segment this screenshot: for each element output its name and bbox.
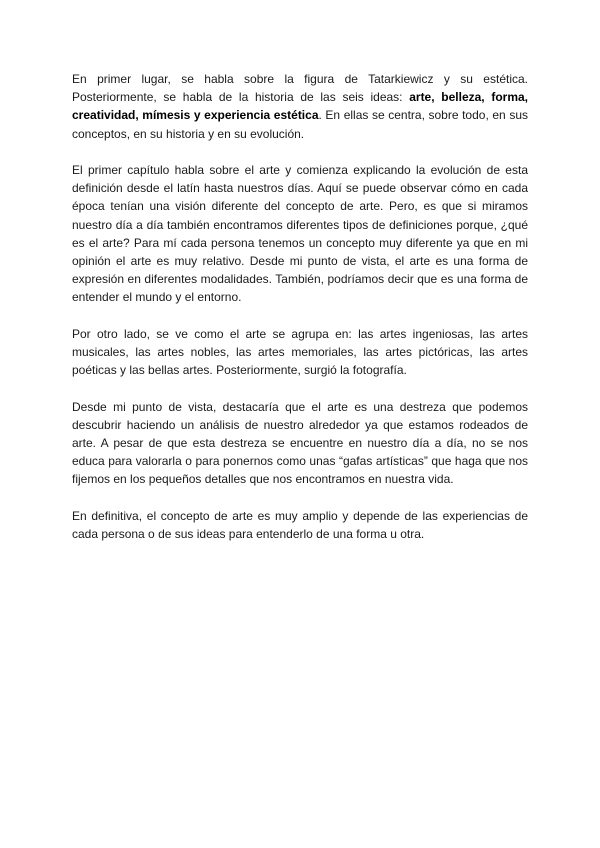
text-segment: Desde mi punto de vista, destacaría que el arte es una destreza que podemos descubrir haciendo un análisis de nuestro alrededor ya que estamos rodeados de arte. A pesar de que esta destreza se encuentre en nuestro día a día, no se nos educa para valorarla o para ponernos como unas “gafas artísticas” que haga que nos fijemos en los pequeños detalles que nos encontramos en nuestra vida. <box>72 399 528 487</box>
text-segment: . En ellas se centra, sobre todo, en sus conceptos, en su historia y en su evolución. <box>72 108 528 141</box>
paragraph-3 <box>72 325 528 380</box>
paragraph-4 <box>72 398 528 489</box>
paragraph-2 <box>72 161 528 307</box>
paragraph-5 <box>72 507 528 543</box>
document-body <box>72 70 528 561</box>
text-segment: En primer lugar, se habla sobre la figura de Tatarkiewicz y su estética. Posteriormente, se habla de la historia de las seis ideas: <box>72 72 528 105</box>
text-segment: En definitiva, el concepto de arte es muy amplio y depende de las experiencias de cada persona o de sus ideas para entenderlo de una forma u otra. <box>72 508 528 542</box>
bold-text-segment: arte, belleza, forma, creatividad, mímesis y experiencia estética <box>72 90 529 123</box>
paragraph-1 <box>72 70 528 143</box>
text-segment: Por otro lado, se ve como el arte se agrupa en: las artes ingeniosas, las artes musicales, las artes nobles, las artes memoriales, las artes pictóricas, las artes poéticas y las bellas artes. Posteriormente, surgió la fotografía. <box>72 326 528 378</box>
text-segment: El primer capítulo habla sobre el arte y comienza explicando la evolución de esta definición desde el latín hasta nuestros días. Aquí se puede observar cómo en cada época tenían una visión diferente del concepto de arte. Pero, es que si miramos nuestro día a día también encontramos diferentes tipos de definiciones porque, ¿qué es el arte? Para mí cada persona tenemos un concepto muy diferente ya que en mi opinión el arte es muy relativo. Desde mi punto de vista, el arte es una forma de expresión en diferentes modalidades. También, podríamos decir que es una forma de entender el mundo y el entorno. <box>72 163 528 305</box>
